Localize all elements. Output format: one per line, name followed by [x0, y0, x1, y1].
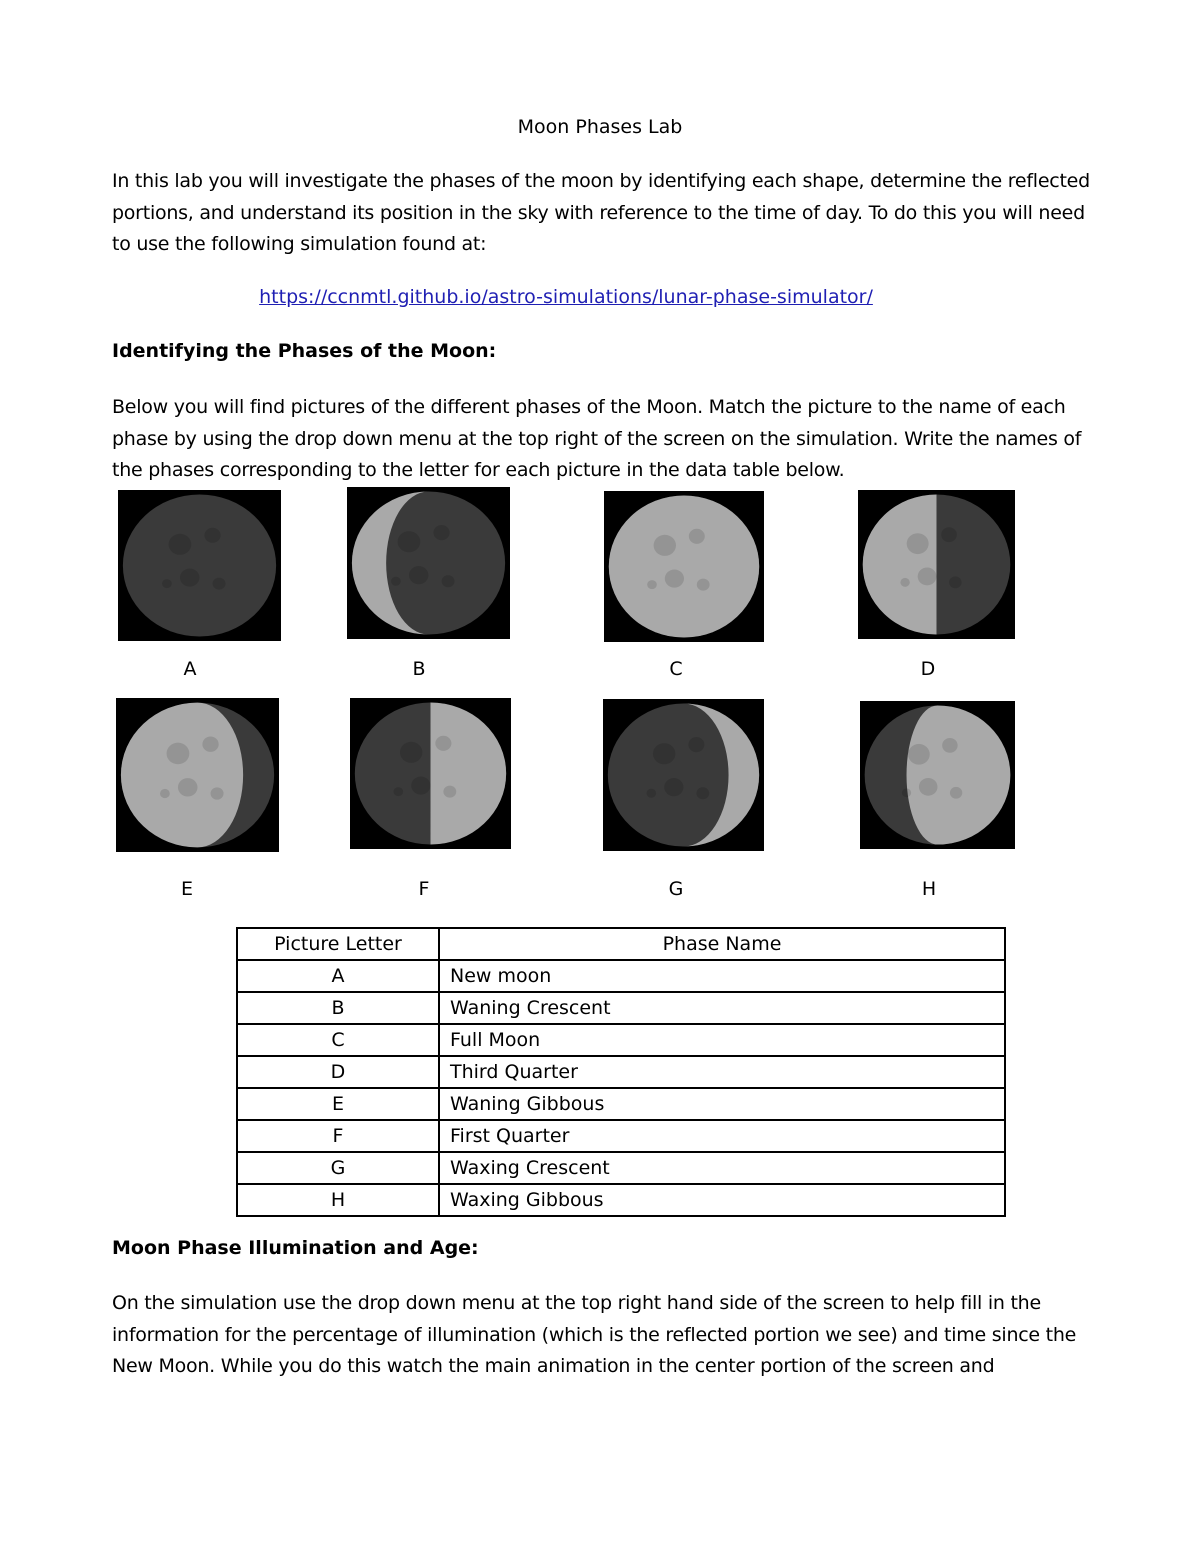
moon-picture-f	[350, 698, 511, 849]
crater-mark	[697, 579, 710, 591]
cell-phase: New moon	[439, 960, 1005, 992]
cell-letter: B	[237, 992, 439, 1024]
section-heading-identifying: Identifying the Phases of the Moon:	[112, 340, 497, 362]
picture-letter-f: F	[418, 878, 430, 900]
cell-letter: H	[237, 1184, 439, 1216]
crater-mark	[398, 531, 421, 552]
picture-letter-e: E	[180, 878, 193, 900]
table-row	[237, 960, 1005, 992]
crater-mark	[665, 570, 684, 588]
cell-letter: E	[237, 1088, 439, 1120]
moon-picture-c	[604, 491, 764, 642]
table-row	[237, 1056, 1005, 1088]
moon-lit-area	[431, 703, 507, 845]
crater-mark	[400, 742, 423, 763]
moon-picture-b	[347, 487, 510, 639]
page-title: Moon Phases Lab	[517, 116, 683, 138]
crater-mark	[653, 743, 676, 764]
crater-mark	[688, 737, 704, 752]
crater-mark	[941, 527, 957, 542]
picture-letter-g: G	[668, 878, 684, 900]
cell-letter: F	[237, 1120, 439, 1152]
crater-mark	[942, 738, 958, 753]
table-row	[237, 1088, 1005, 1120]
crater-mark	[160, 789, 170, 798]
crater-mark	[443, 786, 456, 798]
header-phase-name: Phase Name	[439, 928, 1005, 960]
crater-mark	[902, 788, 911, 797]
crater-mark	[211, 787, 224, 799]
crater-mark	[409, 566, 429, 584]
moon-lit-area	[121, 703, 243, 848]
table-row	[237, 1120, 1005, 1152]
moon-lit-area	[609, 496, 759, 638]
crater-mark	[696, 787, 709, 799]
header-picture-letter: Picture Letter	[237, 928, 439, 960]
crater-mark	[180, 569, 200, 587]
crater-mark	[393, 787, 403, 796]
table-header-row	[237, 928, 1005, 960]
crater-mark	[411, 777, 430, 795]
crater-mark	[204, 528, 220, 543]
moon-picture-e	[116, 698, 279, 852]
cell-phase: Waxing Crescent	[439, 1152, 1005, 1184]
phase-data-table	[236, 927, 1006, 1217]
moon-picture-d	[858, 490, 1015, 639]
moon-picture-a	[118, 490, 281, 641]
cell-letter: C	[237, 1024, 439, 1056]
table-row	[237, 1184, 1005, 1216]
cell-phase: Full Moon	[439, 1024, 1005, 1056]
crater-mark	[646, 789, 656, 798]
cell-phase: Third Quarter	[439, 1056, 1005, 1088]
crater-mark	[949, 576, 962, 588]
crater-mark	[391, 577, 401, 586]
cell-letter: D	[237, 1056, 439, 1088]
crater-mark	[169, 534, 192, 555]
picture-letter-d: D	[920, 658, 936, 680]
simulation-link-text[interactable]: https://ccnmtl.github.io/astro-simulations/lunar-phase-simulator/	[259, 286, 873, 308]
moon-picture-h	[860, 701, 1015, 849]
crater-mark	[654, 535, 676, 556]
crater-mark	[689, 529, 705, 544]
crater-mark	[919, 778, 938, 796]
crater-mark	[433, 525, 449, 540]
cell-phase: Waning Gibbous	[439, 1088, 1005, 1120]
illumination-paragraph: On the simulation use the drop down menu at the top right hand side of the screen to help fill in the information for the percentage of illumination (which is the reflected portion we see) and time since the New Moon. While you do this watch the main animation in the center portion of the screen and	[112, 1292, 1077, 1377]
cell-phase: Waning Crescent	[439, 992, 1005, 1024]
section-heading-illumination: Moon Phase Illumination and Age:	[112, 1237, 479, 1259]
intro-paragraph: In this lab you will investigate the phases of the moon by identifying each shape, determine the reflected portions, and understand its position in the sky with reference to the time of day. To do this you will need to use the following simulation found at:	[112, 170, 1090, 255]
crater-mark	[647, 580, 657, 589]
crater-mark	[162, 579, 172, 588]
picture-letter-c: C	[669, 658, 683, 680]
crater-mark	[908, 744, 930, 765]
crater-mark	[664, 778, 683, 796]
crater-mark	[435, 736, 451, 751]
cell-phase: First Quarter	[439, 1120, 1005, 1152]
moon-lit-area	[907, 705, 1011, 844]
simulation-link[interactable]	[0, 286, 1132, 308]
crater-mark	[178, 778, 198, 796]
moon-disc	[123, 495, 276, 637]
table-row	[237, 1152, 1005, 1184]
moon-lit-area	[863, 494, 937, 634]
crater-mark	[167, 743, 190, 765]
cell-letter: A	[237, 960, 439, 992]
crater-mark	[202, 737, 218, 752]
table-row	[237, 1024, 1005, 1056]
crater-mark	[442, 575, 455, 587]
crater-mark	[213, 578, 226, 590]
crater-mark	[950, 787, 962, 799]
cell-letter: G	[237, 1152, 439, 1184]
crater-mark	[900, 578, 909, 587]
moon-picture-g	[603, 699, 764, 851]
cell-phase: Waxing Gibbous	[439, 1184, 1005, 1216]
picture-letter-a: A	[183, 658, 197, 680]
crater-mark	[907, 533, 929, 554]
crater-mark	[918, 567, 937, 585]
picture-letter-b: B	[412, 658, 426, 680]
table-row	[237, 992, 1005, 1024]
identifying-paragraph: Below you will find pictures of the different phases of the Moon. Match the picture to the name of each phase by using the drop down menu at the top right of the screen on the simulation. Write the names of the phases corresponding to the letter for each picture in the data table below.	[112, 396, 1082, 481]
picture-letter-h: H	[921, 878, 937, 900]
